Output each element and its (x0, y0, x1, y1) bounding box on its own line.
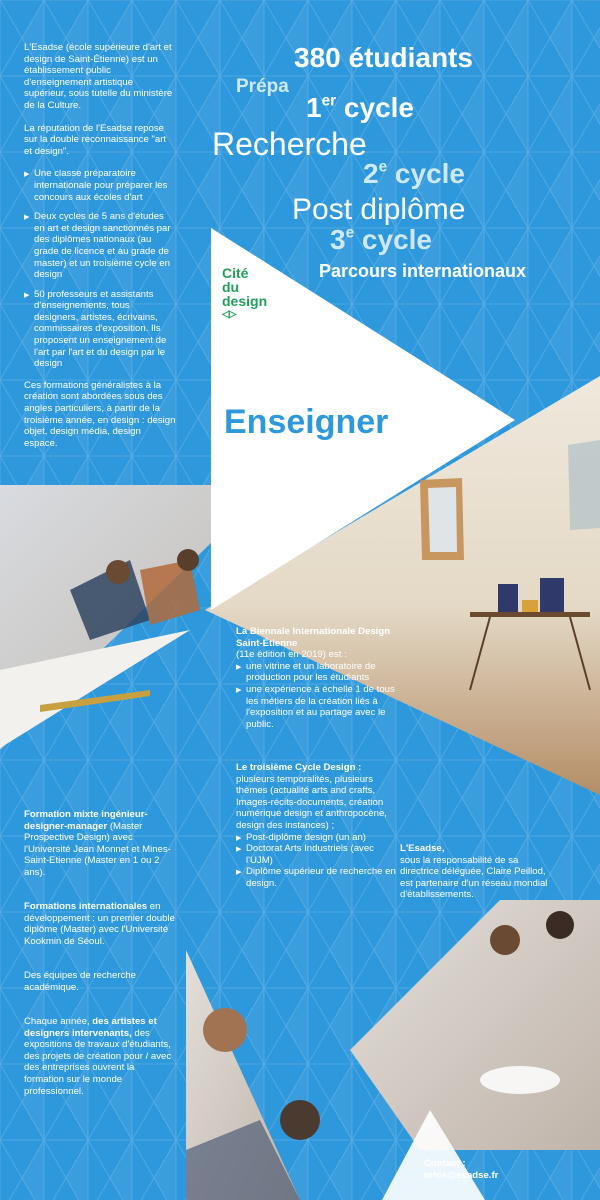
intro-paragraph-1: L'Esadse (école supérieure d'art et design de Saint-Étienne) est un établissement public d'enseignement artistique supérieur, sous tutelle du ministère de la Culture. (24, 42, 173, 111)
troisieme-bullet: ▶ Diplôme supérieur de recherche en design. (236, 866, 398, 889)
intro-paragraph-3: Ces formations généralistes à la création sont abordées sous des angles particuliers, à partir de la troisième année, en design : design objet, design média, design espace. (24, 379, 176, 449)
cite-du-design-logo (222, 266, 267, 322)
biennale-heading: La Biennale Internationale Design Saint-Étienne (236, 626, 391, 649)
cycle-1-sup: er (321, 92, 337, 110)
esadse-reseau-heading: L'Esadse, (400, 843, 445, 854)
cycle-3-word: cycle (354, 224, 432, 255)
cycle-1-number: 1 (306, 92, 322, 123)
equipes-text: Des équipes de recherche académique. (24, 970, 136, 993)
logo-line-3: design (222, 293, 268, 309)
headline-post-diplome: Post diplôme (292, 193, 466, 226)
intro-bullet: ▶ 50 professeurs et assistants d'enseignements, tous designers, artistes, écrivains, commissaires d'exposition. Ils proposent un enseignement de l'art par l'art et du design par le design (24, 289, 176, 370)
esadse-reseau-text: sous la responsabilité de sa directrice déléguée, Claire Peillod, est partenaire d'un réseau mondial d'établissements. (400, 854, 548, 901)
cycle-2-sup: e (378, 158, 388, 176)
intro-text-block (24, 42, 176, 460)
troisieme-bullet: ▶ Doctorat Arts Industriels (avec l'UJM) (236, 843, 398, 866)
formations-int-text: en développement : un premier double diplôme (Master) avec l'Université Kookmin de Séoul. (24, 901, 175, 947)
cycle-3-sup: e (345, 224, 355, 242)
chaque-annee-block (24, 1016, 176, 1108)
troisieme-heading: Le troisième Cycle Design : (236, 762, 362, 773)
biennale-block (236, 626, 396, 740)
headline-students: 380 étudiants (294, 42, 473, 73)
troisieme-bullet: ▶ Post-diplôme design (un an) (236, 832, 398, 844)
esadse-reseau-block (400, 843, 550, 901)
troisieme-bullet-list (236, 832, 398, 890)
cycle-3-number: 3 (330, 224, 346, 255)
headline-cycle-3 (330, 226, 432, 254)
page-title: Enseigner (224, 403, 389, 441)
logo-line-1: Cité (222, 265, 249, 281)
intro-bullet: ▶ Deux cycles de 5 ans d'études en art et design sanctionnés par des diplômes nationaux (au grade de licence et au grade de master) et un troisième cycle en design (24, 211, 176, 281)
headline-recherche: Recherche (212, 126, 367, 162)
biennale-bullet: ▶ une expérience à échelle 1 de tous les métiers de la création liés à l'exposition et au partage avec le public. (236, 684, 396, 730)
intro-bullet-list (24, 168, 176, 370)
cycle-1-word: cycle (336, 92, 414, 123)
troisieme-text: plusieurs temporalités, plusieurs thèmes (actualité arts and crafts, Images-récits-documents, création numérique design et anthropocène, design des instances) ; (236, 773, 387, 831)
formations-internationales-block (24, 901, 176, 958)
headline-parcours: Parcours internationaux (319, 261, 527, 281)
intro-bullet: ▶ Une classe préparatoire internationale pour préparer les concours aux écoles d'art (24, 168, 176, 203)
biennale-bullet-list (236, 661, 396, 731)
biennale-edition: (11e édition en 2019) est : (236, 649, 347, 661)
cycle-2-number: 2 (363, 158, 379, 189)
troisieme-cycle-block (236, 762, 398, 900)
logo-arrows-icon: ◁▷ (222, 309, 236, 320)
formation-mixte-block (24, 809, 176, 890)
intro-paragraph-2: La réputation de l'Esadse repose sur la double reconnaissance "art et design". (24, 122, 167, 157)
equipes-block (24, 970, 176, 1004)
logo-line-2: du (222, 279, 240, 295)
headline-cycle-2 (363, 160, 465, 188)
headline-prepa: Prépa (236, 76, 289, 97)
chaque-after: des expositions de travaux d'étudiants, des projets de création pour / avec des entreprises ouvrent la formation sur le monde professionnel. (24, 1027, 172, 1097)
headline-cycle-1 (306, 94, 414, 122)
formation-mixte-text: (Master Prospective Design) avec l'Université Jean Monnet et Mines-Saint-Etienne (Master en 1 ou 2 ans). (24, 820, 171, 878)
formation-mixte-heading: Formation mixte ingénieur-designer-manager (24, 809, 148, 832)
chaque-before: Chaque année, (24, 1016, 93, 1027)
biennale-bullet: ▶ une vitrine et un laboratoire de production pour les étudiants (236, 661, 396, 684)
contact-label: Contact : (424, 1158, 466, 1169)
chaque-bold: des artistes et designers intervenants, (24, 1016, 157, 1039)
contact-email-link[interactable]: infos@esadse.fr (424, 1169, 499, 1181)
cycle-2-word: cycle (387, 158, 465, 189)
formations-int-heading: Formations internationales (24, 901, 148, 912)
contact-block (424, 1158, 544, 1181)
